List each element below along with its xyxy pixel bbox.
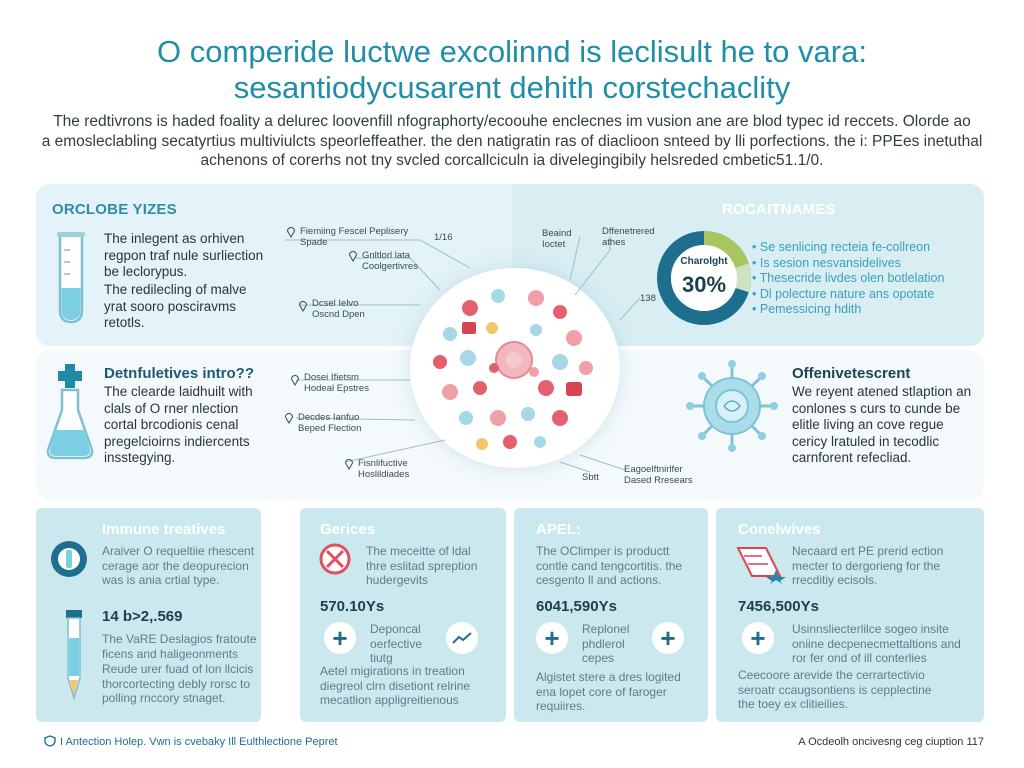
cell <box>538 380 554 396</box>
text-line: polling rnccory stnaget. <box>102 691 226 705</box>
text-line: the toey ex clitieilies. <box>738 697 849 711</box>
text-line: phdlerol <box>582 636 625 651</box>
text-line: thorcortecting debly rorsc to <box>102 676 251 691</box>
add-button[interactable] <box>324 622 356 654</box>
left-mid-paragraph <box>104 384 253 467</box>
callout-text: Dffenetrered <box>602 226 655 237</box>
text-line: regpon traf nule surliection <box>104 247 264 263</box>
callout-text: Dosei Ifietsm <box>304 372 359 383</box>
callout-number: Sbtt <box>582 472 599 483</box>
list-item: • Is sesion nesvansidelives <box>752 255 901 270</box>
text-line: cortal brcodionis cenal <box>104 417 239 432</box>
text-line: retotls. <box>104 315 145 330</box>
cell <box>443 327 457 341</box>
footer-right: A Ocdeolh oncivesng ceg ciuption 117 <box>798 736 984 748</box>
text-line: thre eslitad spreption <box>366 558 478 573</box>
cell <box>462 322 476 334</box>
text-line: seroatr ccaugsontiens is cepplectine <box>738 682 932 697</box>
card-text <box>366 544 477 588</box>
plus-icon: + <box>332 623 348 653</box>
footer-left: I Antection Holep. Vwn is cvebaky Ill Eulthlectione Pepret <box>60 736 338 748</box>
text-line: requiires. <box>536 699 586 713</box>
card-text <box>320 664 470 708</box>
text-line: Aetel migirations in treation <box>320 664 465 678</box>
list-item-text: Is sesion nesvansidelives <box>759 255 901 270</box>
callout-text: Dased Rresears <box>624 475 693 486</box>
callout-text: Decdes Ianfuo <box>298 412 360 423</box>
add-button[interactable] <box>536 622 568 654</box>
shield-icon <box>44 735 56 747</box>
text-line: tiutg <box>370 651 393 665</box>
add-button[interactable] <box>742 622 774 654</box>
text-line: hudergevits <box>366 573 429 587</box>
card-text <box>102 632 257 661</box>
text-line: Algistet stere a dres logited <box>536 670 681 684</box>
cell <box>490 410 506 426</box>
cell <box>459 411 473 425</box>
right-mid-paragraph <box>792 384 971 467</box>
text-line: cesgento ll and actions. <box>536 573 662 587</box>
callout-label <box>312 298 365 320</box>
cell <box>476 438 488 450</box>
section-title-offenivetescrent: Offenivetescrent <box>792 365 911 382</box>
pin-icon <box>284 412 294 424</box>
card-number: 6041,590Ys <box>536 598 617 615</box>
card-immune-treatives <box>36 508 261 722</box>
cell <box>433 355 447 369</box>
add-button[interactable] <box>652 622 684 654</box>
section-title-orclobe: ORCLOBE YIZES <box>52 201 177 218</box>
intro-line-1: The redtivrons is haded foality a delurec loovenfill nfographorty/ecoouhe enclecnes im vusion ane are blod typec id reccets. Olorde ao <box>53 113 971 130</box>
text-line: Usinnsliecterlilce sogeo insite <box>792 622 949 636</box>
text-line: elitle living an cove regue <box>792 417 944 432</box>
cell <box>553 305 567 319</box>
callout-label <box>304 372 369 394</box>
cell <box>530 324 542 336</box>
cell <box>552 410 568 426</box>
cell <box>460 350 476 366</box>
card-text <box>792 622 961 666</box>
text-line: ficens and haligeonments <box>102 646 239 661</box>
callout-text: Beaind <box>542 228 572 239</box>
text-line: pregelcioirns indiercents <box>104 433 250 449</box>
text-line: oniine decpenecmettaltions and <box>792 636 961 651</box>
callout-text: Oscnd Dpen <box>312 309 365 320</box>
list-item-text: Pemessicing hdith <box>759 302 862 316</box>
text-line: The VaRE Deslagios fratoute <box>102 632 257 646</box>
test-tube-icon <box>54 230 88 324</box>
plus-icon: + <box>750 623 766 653</box>
text-line: ena lopet core of faroger <box>536 684 667 699</box>
card-title: Conelwives <box>738 521 821 538</box>
callout-text: Spade <box>300 237 328 248</box>
plus-icon: + <box>660 623 676 653</box>
cell <box>486 322 498 334</box>
text-line: diegreol clrn disetiont relrine <box>320 678 471 693</box>
vial-icon <box>62 608 86 702</box>
callout-text: Eagoelftnirlfer <box>624 464 683 475</box>
donut-label: Charolght <box>680 256 728 267</box>
text-line: was is ania crtial type. <box>102 573 220 587</box>
callout-text: Fiemiing Fescel Peplisery <box>300 226 409 237</box>
callout-text: Dcsel Ielvo <box>312 298 359 309</box>
card-text <box>792 544 943 588</box>
text-line: cerage aor the deopurecion <box>102 558 249 573</box>
plus-icon: + <box>544 623 560 653</box>
flask-cross-icon <box>44 362 96 462</box>
card-text <box>102 662 253 706</box>
donut-value: 30% <box>681 272 727 297</box>
cell <box>534 436 546 448</box>
intro-line-3: achenons of corerhs not tny svcled corcallciculn ia divelegingibily helsreded cmbetic51.1/0. <box>200 152 824 169</box>
callout-text: Coolgertivres <box>362 261 418 272</box>
pin-icon <box>348 250 358 262</box>
document-star-icon <box>732 544 788 584</box>
card-text <box>536 544 682 588</box>
text-line: Necaard ert PE prerid ection <box>792 544 944 558</box>
section-title-rocaitnames: ROCAITNAMES <box>722 201 836 218</box>
left-top-paragraph-2 <box>104 282 247 332</box>
page-title-line-2: sesantiodycusarent dehith corstechaclity <box>233 70 791 105</box>
pin-icon <box>290 374 300 386</box>
text-line: Replonel <box>582 622 630 636</box>
callout-label <box>542 228 572 250</box>
callout-label <box>624 464 693 486</box>
text-line: yrat sooro posciravms <box>104 298 237 314</box>
text-line: rrecditiy ecisols. <box>792 573 878 587</box>
trend-icon <box>452 631 472 645</box>
text-line: mecter to dergorieng for the <box>792 558 941 573</box>
left-top-paragraph-1 <box>104 231 263 281</box>
cell <box>579 361 593 375</box>
card-text <box>536 670 681 714</box>
card-text <box>102 544 254 588</box>
callout-text: Gnltlorl lata <box>362 250 411 261</box>
bullet-list <box>752 240 944 318</box>
list-item: • Pemessicing hdith <box>752 302 862 316</box>
callout-label <box>362 250 418 272</box>
text-line: The clearde laidhuilt with <box>104 384 253 399</box>
list-item: • Dl polecture nature ans opotate <box>752 286 935 301</box>
callout-text: Fisnlifuctive <box>358 458 408 469</box>
callout-text: Hoslildiades <box>358 469 410 480</box>
cell <box>462 300 478 316</box>
list-item-text: Dl polecture nature ans opotate <box>759 286 935 301</box>
text-line: carnforent refecliad. <box>792 450 912 465</box>
card-text <box>738 668 931 712</box>
card-title: APEL: <box>536 521 581 538</box>
card-gerices <box>300 508 506 722</box>
cell <box>528 290 544 306</box>
callout-text: Ioctet <box>542 239 566 250</box>
intro-line-2: a emosleclabling secatyrtius multiviulcts speorleffeather. the den natigratin ras of diaclioon snteed by lli porfections. the i: PPEes inetuthal <box>41 132 983 150</box>
callout-number: 1/16 <box>434 232 453 243</box>
text-line: Reude urer fuad of lon llcicis <box>102 662 254 676</box>
card-apel <box>514 508 708 722</box>
card-text <box>370 622 422 666</box>
list-item-text: Se senlicing recteia fe-collreon <box>759 240 931 254</box>
text-line: The meceitte of ldal <box>366 544 471 558</box>
list-item: • Se senlicing recteia fe-collreon <box>752 240 931 254</box>
text-line: mecatlion appligreitienous <box>320 693 459 707</box>
list-item: • Thesecride livdes olen botlelation <box>752 271 945 285</box>
callout-text: athes <box>602 237 626 248</box>
pin-icon <box>286 226 296 238</box>
cell <box>521 407 535 421</box>
page-title <box>0 34 1024 106</box>
text-line: cepes <box>582 651 615 665</box>
text-line: The OClimper is productt <box>536 544 670 558</box>
text-line: Ceecoore arevide the cerrartectivio <box>738 668 925 682</box>
text-line: cericy lratuled in tecodlic <box>792 433 940 449</box>
callout-number: 138 <box>640 293 656 304</box>
callout-label <box>298 412 361 434</box>
intro-paragraph <box>40 112 984 171</box>
cell <box>503 435 517 449</box>
virus-icon <box>686 360 778 452</box>
card-text <box>582 622 629 666</box>
text-line: conlones s curs to cunde be <box>792 400 961 416</box>
list-item-text: Thesecride livdes olen botlelation <box>759 271 945 285</box>
callout-text: Hodeal Epstres <box>304 383 369 394</box>
blood-cells-svg <box>410 268 620 468</box>
page-title-line-1: O comperide luctwe excolinnd is leclisult he to vara: <box>157 34 867 69</box>
text-line: clals of O rner nlection <box>104 400 239 416</box>
text-line: be leclorypus. <box>104 264 188 279</box>
cell <box>489 363 499 373</box>
cell <box>442 384 458 400</box>
card-number: 570.10Ys <box>320 598 385 615</box>
card-number: 14 b>2,.569 <box>102 608 183 625</box>
callout-text: Beped Flection <box>298 423 362 434</box>
cell <box>566 330 582 346</box>
card-number: 7456,500Ys <box>738 598 819 615</box>
text-line: Araiver O requeltiie rhescent <box>102 544 255 558</box>
text-line: The inlegent as orhiven <box>104 231 245 246</box>
cell <box>529 367 539 377</box>
text-line: ror fer ond of ill conterlies <box>792 651 927 665</box>
card-title: Immune treatives <box>102 521 226 538</box>
text-line: insstegying. <box>104 450 176 465</box>
section-title-detnfuletives: Detnfuletives intro?? <box>104 365 255 382</box>
callout-label <box>358 458 409 480</box>
pin-icon <box>298 300 308 312</box>
syringe-badge-icon <box>50 540 88 578</box>
pin-icon <box>344 458 354 470</box>
text-line: Deponcal <box>370 622 421 636</box>
cell <box>491 289 505 303</box>
card-title: Gerices <box>320 521 376 538</box>
text-line: We reyent atened stlaption an <box>792 384 972 399</box>
text-line: The redilecling of malve <box>104 282 247 297</box>
trend-button[interactable] <box>446 622 478 654</box>
callout-label <box>602 226 655 248</box>
cell <box>552 354 568 370</box>
card-conelwives <box>716 508 984 722</box>
cell <box>566 382 582 396</box>
callout-label <box>300 226 408 248</box>
cell <box>473 381 487 395</box>
text-line: oerfective <box>370 636 423 651</box>
text-line: contle cand tengcortitis. the <box>536 558 683 573</box>
forbidden-icon <box>318 542 352 576</box>
